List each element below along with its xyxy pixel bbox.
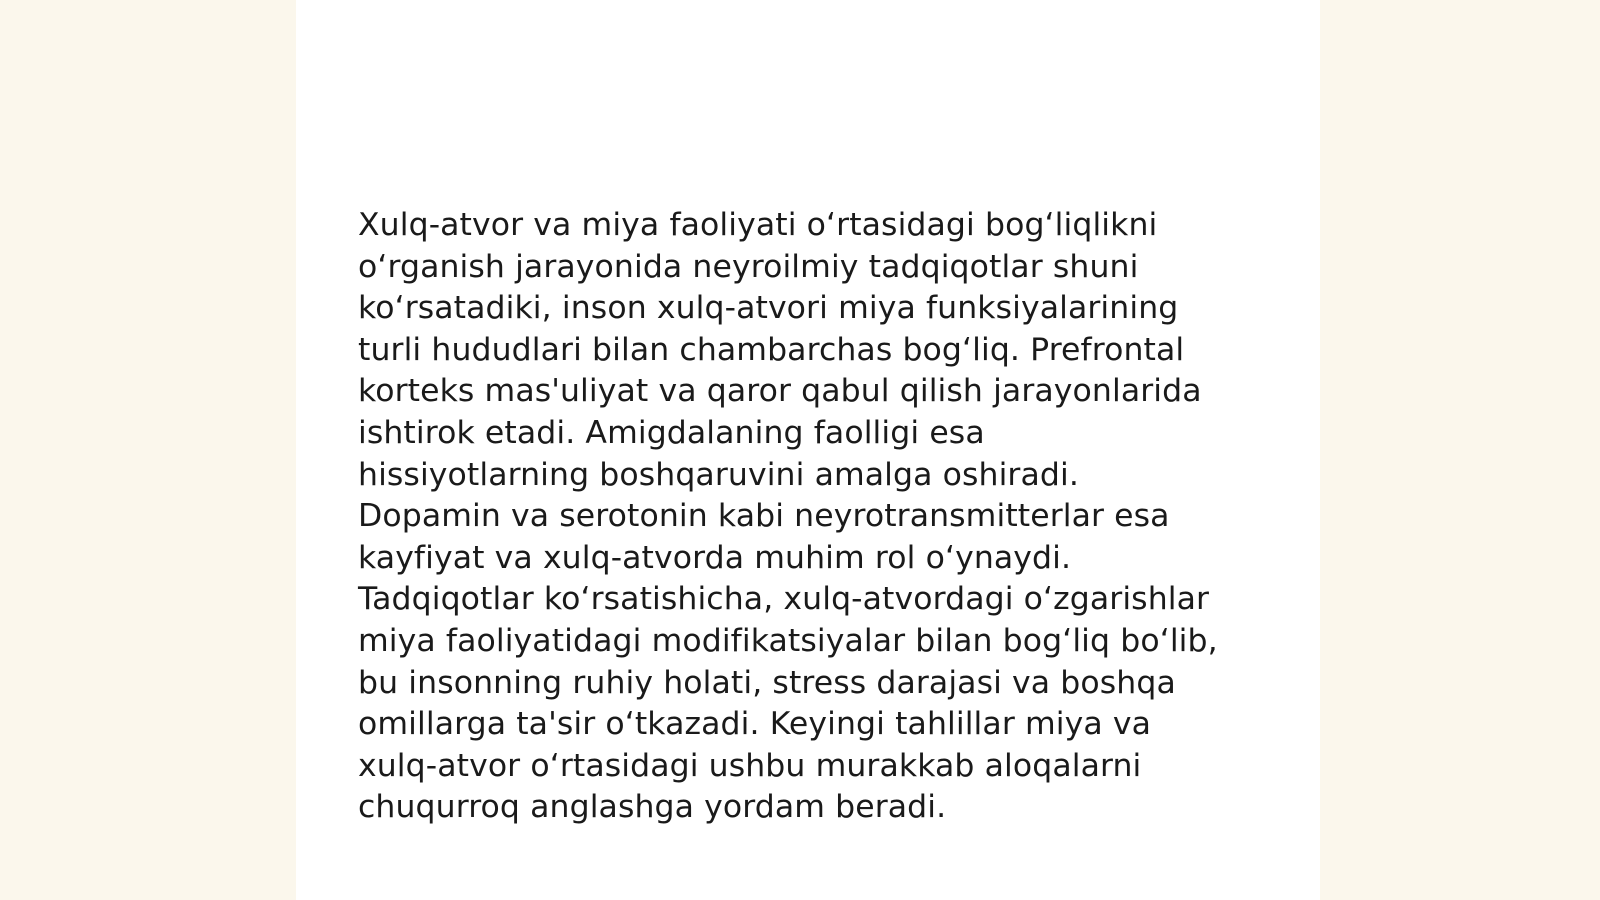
paragraph-line: turli hududlari bilan chambarchas bog‘liq. Prefrontal (358, 331, 1185, 368)
paragraph-line: kayfiyat va xulq-atvorda muhim rol o‘ynaydi. (358, 539, 1072, 576)
paragraph-line: bu insonning ruhiy holati, stress darajasi va boshqa (358, 664, 1176, 701)
paragraph-line: xulq-atvor o‘rtasidagi ushbu murakkab aloqalarni (358, 747, 1142, 784)
paragraph-line: Xulq-atvor va miya faoliyati o‘rtasidagi bog‘liqlikni (358, 207, 1158, 243)
paragraph-line: hissiyotlarning boshqaruvini amalga oshiradi. (358, 456, 1079, 493)
body-paragraph (358, 205, 1258, 829)
paragraph-line: chuqurroq anglashga yordam beradi. (358, 789, 947, 826)
paragraph-line: ko‘rsatadiki, inson xulq-atvori miya funksiyalarining (358, 290, 1179, 327)
paragraph-line: Tadqiqotlar ko‘rsatishicha, xulq-atvordagi o‘zgarishlar (358, 581, 1210, 618)
paragraph-line: o‘rganish jarayonida neyroilmiy tadqiqotlar shuni (358, 248, 1139, 285)
paragraph-line: omillarga ta'sir o‘tkazadi. Keyingi tahlillar miya va (358, 706, 1152, 743)
paragraph-line: korteks mas'uliyat va qaror qabul qilish jarayonlarida (358, 373, 1202, 410)
paragraph-line: ishtirok etadi. Amigdalaning faolligi esa (358, 414, 985, 451)
paragraph-line: Dopamin va serotonin kabi neyrotransmitterlar esa (358, 498, 1170, 535)
document-sheet (296, 0, 1320, 900)
paragraph-line: miya faoliyatidagi modifikatsiyalar bilan bog‘liq bo‘lib, (358, 622, 1218, 659)
